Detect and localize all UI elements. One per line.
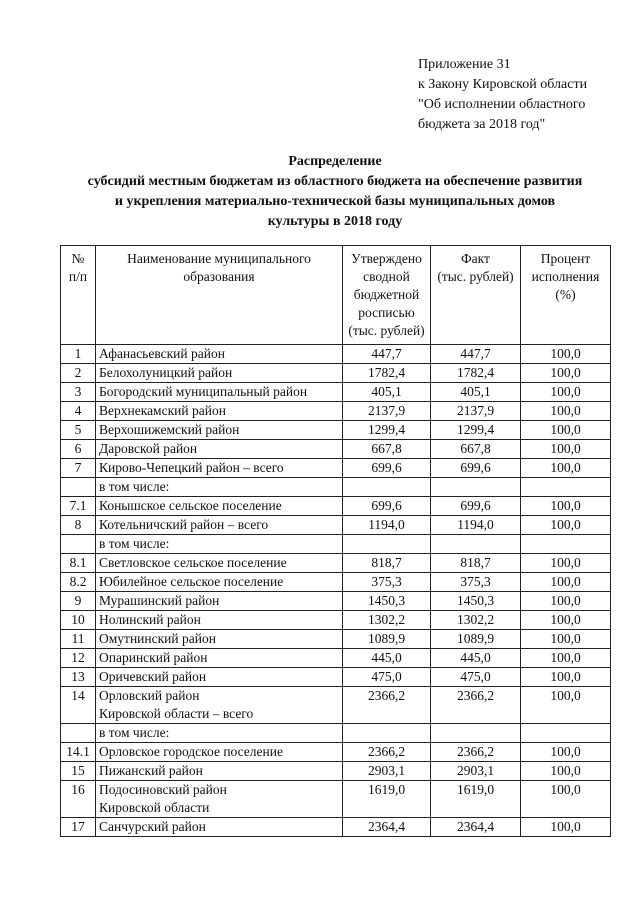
row-percent: 100,0 (521, 364, 611, 383)
header-approved: Утверждено сводной бюджетной росписью (тыс. рублей) (343, 246, 431, 345)
table-row (61, 762, 611, 781)
row-name (96, 743, 343, 762)
row-percent: 100,0 (521, 421, 611, 440)
row-fact: 1619,0 (431, 781, 521, 818)
row-name-line: Опаринский район (99, 650, 208, 665)
document-title (40, 152, 630, 232)
row-approved: 445,0 (343, 649, 431, 668)
row-percent: 100,0 (521, 630, 611, 649)
row-percent: 100,0 (521, 573, 611, 592)
row-fact: 1299,4 (431, 421, 521, 440)
row-approved: 2137,9 (343, 402, 431, 421)
row-fact (431, 535, 521, 554)
row-fact (431, 724, 521, 743)
row-percent (521, 478, 611, 497)
row-percent: 100,0 (521, 459, 611, 478)
row-number: 3 (61, 383, 96, 402)
table-row (61, 573, 611, 592)
row-name (96, 687, 343, 724)
row-name (96, 781, 343, 818)
row-fact: 818,7 (431, 554, 521, 573)
table-row (61, 535, 611, 554)
row-name-line: в том числе: (99, 725, 170, 740)
table-row (61, 668, 611, 687)
row-percent: 100,0 (521, 649, 611, 668)
row-fact: 2366,2 (431, 743, 521, 762)
row-fact: 1450,3 (431, 592, 521, 611)
row-name (96, 459, 343, 478)
row-percent: 100,0 (521, 743, 611, 762)
row-approved: 1302,2 (343, 611, 431, 630)
row-percent: 100,0 (521, 345, 611, 364)
row-fact: 1194,0 (431, 516, 521, 535)
row-number: 7 (61, 459, 96, 478)
row-fact: 667,8 (431, 440, 521, 459)
row-name (96, 497, 343, 516)
row-name-line: Богородский муниципальный район (99, 384, 308, 399)
row-number: 16 (61, 781, 96, 818)
row-number: 1 (61, 345, 96, 364)
title-line: Распределение (288, 154, 382, 169)
table-row (61, 818, 611, 837)
row-number: 8 (61, 516, 96, 535)
row-number: 11 (61, 630, 96, 649)
row-fact: 375,3 (431, 573, 521, 592)
row-name-line: Оричевский район (99, 669, 207, 684)
row-number: 15 (61, 762, 96, 781)
row-number (61, 478, 96, 497)
row-name-line: Котельничский район – всего (99, 517, 269, 532)
row-number: 8.1 (61, 554, 96, 573)
row-name-line: Верхнекамский район (99, 403, 226, 418)
table-row (61, 402, 611, 421)
row-name (96, 402, 343, 421)
header-num: № п/п (61, 246, 96, 345)
row-name-line: Пижанский район (99, 763, 203, 778)
row-fact (431, 478, 521, 497)
table-row (61, 554, 611, 573)
row-number: 6 (61, 440, 96, 459)
row-approved: 818,7 (343, 554, 431, 573)
row-name (96, 516, 343, 535)
row-number: 13 (61, 668, 96, 687)
row-number: 10 (61, 611, 96, 630)
row-name-line: Белохолуницкий район (99, 365, 233, 380)
row-approved: 1782,4 (343, 364, 431, 383)
row-fact: 2903,1 (431, 762, 521, 781)
row-name-line: Кировской области (99, 800, 210, 815)
row-approved: 475,0 (343, 668, 431, 687)
row-fact: 1089,9 (431, 630, 521, 649)
row-name-line: Нолинский район (99, 612, 201, 627)
row-approved: 405,1 (343, 383, 431, 402)
row-approved: 1089,9 (343, 630, 431, 649)
row-approved: 2364,4 (343, 818, 431, 837)
table-row (61, 440, 611, 459)
row-name (96, 383, 343, 402)
row-approved: 447,7 (343, 345, 431, 364)
row-fact: 405,1 (431, 383, 521, 402)
row-approved: 2903,1 (343, 762, 431, 781)
row-percent: 100,0 (521, 497, 611, 516)
row-percent: 100,0 (521, 516, 611, 535)
row-name-line: Конышское сельское поселение (99, 498, 282, 513)
table-row (61, 592, 611, 611)
row-name-line: Санчурский район (99, 819, 206, 834)
row-name (96, 611, 343, 630)
table-row (61, 497, 611, 516)
row-percent: 100,0 (521, 592, 611, 611)
title-line: и укрепления материально-технической базы муниципальных домов (114, 194, 556, 209)
row-name-line: Кировской области – всего (99, 706, 254, 721)
row-fact: 1782,4 (431, 364, 521, 383)
subsidy-table (60, 245, 611, 837)
row-percent: 100,0 (521, 611, 611, 630)
table-row (61, 781, 611, 818)
row-name (96, 762, 343, 781)
row-fact: 2364,4 (431, 818, 521, 837)
row-fact: 475,0 (431, 668, 521, 687)
row-name-line: Светловское сельское поселение (99, 555, 287, 570)
row-name (96, 724, 343, 743)
table-row (61, 345, 611, 364)
row-name-line: Верхошижемский район (99, 422, 240, 437)
row-percent (521, 535, 611, 554)
row-number: 17 (61, 818, 96, 837)
table-row (61, 649, 611, 668)
row-approved: 2366,2 (343, 687, 431, 724)
row-approved: 1194,0 (343, 516, 431, 535)
appendix-line: Приложение 31 (418, 57, 511, 72)
row-approved: 699,6 (343, 497, 431, 516)
row-percent: 100,0 (521, 668, 611, 687)
row-approved: 667,8 (343, 440, 431, 459)
row-name-line: Подосиновский район (99, 782, 227, 797)
row-number: 8.2 (61, 573, 96, 592)
row-approved (343, 535, 431, 554)
appendix-line: бюджета за 2018 год" (418, 117, 546, 132)
row-number: 14 (61, 687, 96, 724)
appendix-line: к Закону Кировской области (418, 77, 588, 92)
row-approved: 375,3 (343, 573, 431, 592)
table-row (61, 383, 611, 402)
row-number: 9 (61, 592, 96, 611)
row-number (61, 535, 96, 554)
row-name-line: Орловское городское поселение (99, 744, 283, 759)
row-approved: 2366,2 (343, 743, 431, 762)
row-percent: 100,0 (521, 554, 611, 573)
row-name (96, 573, 343, 592)
header-fact: Факт (тыс. рублей) (431, 246, 521, 345)
row-fact: 2137,9 (431, 402, 521, 421)
row-name (96, 345, 343, 364)
row-name-line: в том числе: (99, 479, 170, 494)
table-row (61, 478, 611, 497)
table-row (61, 364, 611, 383)
table-row (61, 611, 611, 630)
header-name: Наименование муниципального образования (96, 246, 343, 345)
table-row (61, 687, 611, 724)
row-name-line: Омутнинский район (99, 631, 216, 646)
row-name (96, 535, 343, 554)
table-body (61, 345, 611, 837)
row-name (96, 818, 343, 837)
row-name (96, 478, 343, 497)
row-name (96, 630, 343, 649)
row-percent (521, 724, 611, 743)
table-header-row (61, 246, 611, 345)
row-fact: 699,6 (431, 459, 521, 478)
table-row (61, 459, 611, 478)
row-number: 7.1 (61, 497, 96, 516)
title-line: культуры в 2018 году (267, 214, 403, 229)
row-approved: 699,6 (343, 459, 431, 478)
row-name-line: Орловский район (99, 688, 200, 703)
table-row (61, 630, 611, 649)
row-name (96, 554, 343, 573)
table-row (61, 724, 611, 743)
row-fact: 1302,2 (431, 611, 521, 630)
row-name (96, 649, 343, 668)
row-number: 2 (61, 364, 96, 383)
row-name (96, 592, 343, 611)
table-row (61, 421, 611, 440)
header-percent: Процент исполнения (%) (521, 246, 611, 345)
row-percent: 100,0 (521, 818, 611, 837)
row-fact: 699,6 (431, 497, 521, 516)
row-number: 14.1 (61, 743, 96, 762)
row-percent: 100,0 (521, 687, 611, 724)
row-percent: 100,0 (521, 781, 611, 818)
appendix-line: "Об исполнении областного (418, 97, 586, 112)
row-percent: 100,0 (521, 402, 611, 421)
row-fact: 2366,2 (431, 687, 521, 724)
row-fact: 445,0 (431, 649, 521, 668)
row-name-line: Юбилейное сельское поселение (99, 574, 284, 589)
row-name (96, 421, 343, 440)
title-line: субсидий местным бюджетам из областного бюджета на обеспечение развития (87, 174, 583, 189)
row-number: 4 (61, 402, 96, 421)
row-name (96, 364, 343, 383)
row-percent: 100,0 (521, 762, 611, 781)
row-fact: 447,7 (431, 345, 521, 364)
appendix-note (418, 55, 587, 135)
row-approved: 1299,4 (343, 421, 431, 440)
row-name-line: в том числе: (99, 536, 170, 551)
row-number: 5 (61, 421, 96, 440)
row-approved (343, 478, 431, 497)
row-approved: 1450,3 (343, 592, 431, 611)
row-number: 12 (61, 649, 96, 668)
row-number (61, 724, 96, 743)
row-percent: 100,0 (521, 383, 611, 402)
row-name-line: Даровской район (99, 441, 198, 456)
row-name (96, 668, 343, 687)
row-name (96, 440, 343, 459)
row-approved (343, 724, 431, 743)
row-name-line: Афанасьевский район (99, 346, 225, 361)
row-approved: 1619,0 (343, 781, 431, 818)
row-percent: 100,0 (521, 440, 611, 459)
table-row (61, 743, 611, 762)
row-name-line: Мурашинский район (99, 593, 220, 608)
row-name-line: Кирово-Чепецкий район – всего (99, 460, 284, 475)
table-row (61, 516, 611, 535)
